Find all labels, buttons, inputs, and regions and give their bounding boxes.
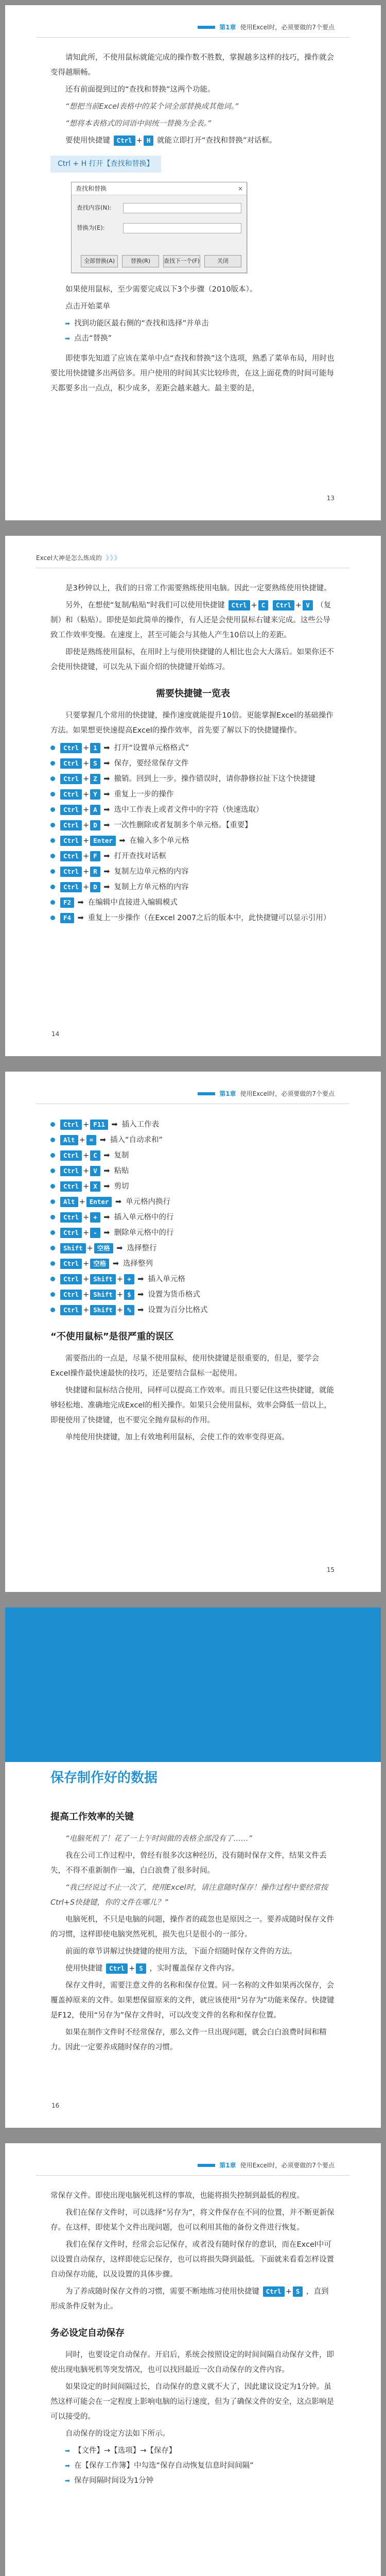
key: Ctrl [60, 1259, 82, 1269]
shortcut-desc: 插入单元格 [148, 1275, 185, 1283]
shortcut-desc: 打开查找对话框 [114, 852, 167, 860]
dialog-row-replace [77, 221, 241, 235]
paragraph: 还有前面提到过的“查找和替换”这两个功能。 [65, 86, 215, 94]
list-item [50, 864, 336, 879]
page-number: 15 [326, 1566, 335, 1573]
list-item [50, 1302, 336, 1318]
key: $ [124, 1290, 134, 1300]
page-body [50, 581, 336, 931]
chapter-title: 使用Excel时，必须要做的7个要点 [240, 24, 335, 31]
text-span: 另外，在想使“复制/粘贴”时我们可以使用快捷键 [65, 601, 225, 609]
replace-button[interactable]: 替换(R) [122, 255, 159, 267]
shortcut-desc: 重复上一步操作（在Excel 2007之后的版本中，此快捷键可以显示引用） [87, 914, 331, 922]
shortcut-desc: 单元格内换行 [126, 1198, 171, 1206]
chapter-number: 第1章 [219, 24, 236, 31]
section-heading: 提高工作效率的关键 [50, 1811, 134, 1822]
key-combo: Alt + Enter ➡ [59, 1194, 121, 1210]
key: Ctrl [60, 743, 82, 753]
key-combo: Ctrl + V ➡ [59, 1163, 110, 1179]
key-combo: Ctrl + X ➡ [59, 1179, 110, 1194]
bullet-icon [50, 761, 55, 766]
paragraph: 我们在保存文件时，经常会忘记保存，或者没有随时保存的意识，而在Excel中可以设置自动保存，这样即使忘记保存，也可以将损失降到最低。下面就来看看怎样设置自动保存功能，以及设置的具体步骤。 [50, 2241, 334, 2279]
running-header [198, 2161, 335, 2170]
key-v: V [303, 600, 313, 611]
quote-line: “想把当前Excel表格中的某个词全部替换成其他词。” [65, 103, 239, 111]
close-button[interactable]: 关闭 [204, 255, 241, 267]
quote-line: “我已经说过不止一次了，使用Excel时，请注意随时保存！操作过程中要经常按Ctrl+S快捷键，你的文件在哪儿？” [50, 1884, 328, 1907]
bullet-icon [50, 869, 55, 874]
paragraph: 即使是熟练使用鼠标，在用时上与使用快捷键的人相比也会大大落后。如果你还不会使用快捷键，可以先从下面介绍的快捷键开始练习。 [50, 648, 334, 671]
bullet-icon [50, 1199, 55, 1204]
key: D [90, 882, 100, 892]
banner-title: 保存制作好的数据 [50, 1770, 158, 1786]
key-combo: Ctrl + Z ➡ [59, 771, 110, 787]
key: Ctrl [60, 1166, 82, 1176]
list-item [65, 2444, 336, 2459]
list-item [50, 910, 336, 926]
key-combo: Ctrl + + ➡ [59, 1210, 110, 1225]
dialog-row-find [77, 200, 241, 215]
list-item [65, 331, 336, 346]
key: F [90, 851, 100, 861]
key: Y [90, 789, 100, 800]
section-heading: 需要快捷键一览表 [156, 688, 230, 699]
page-body [50, 50, 336, 398]
key: Ctrl [60, 1290, 82, 1300]
shortcut-desc: 一次性删除或者复制多个单元格。【重要】 [114, 821, 252, 829]
text-span: ，直到形成条件反射为止。 [50, 2287, 329, 2311]
key-h: H [144, 135, 154, 146]
paragraph: 需要指出的一点是，尽量不使用鼠标，使用快捷键是很重要的，但是，要学会Excel操作最快速最快的技巧，还是要结合鼠标一起使用。 [50, 1354, 319, 1378]
key-combo: F4 ➡ [59, 910, 84, 926]
list-item [50, 1132, 336, 1148]
paragraph: 请知此所，不使用鼠标就能完成的操作数不胜数，掌握越多这样的技巧，操作就会变得越顺畅。 [50, 54, 334, 77]
key: Ctrl [60, 1181, 82, 1192]
page-body [50, 1117, 336, 1447]
key: Ctrl [60, 1228, 82, 1238]
key: Alt [60, 1135, 78, 1145]
key: F2 [60, 897, 74, 908]
key: Z [90, 774, 100, 784]
list-item [50, 787, 336, 802]
bullet-icon [50, 1277, 55, 1281]
paragraph: 保存文件时，需要注意文件的名称和保存位置。同一名称的文件如果再次保存，会覆盖掉原来的文件。如果想保留原来的文件，就应该使用“另存为”功能来保存。快捷键是F12，使用“另存为”保存文件时，可以改变文件的名称和保存位置。 [50, 1981, 335, 2020]
key-combo: Ctrl + Enter ➡ [59, 833, 126, 849]
replace-label: 替换为(E): [77, 224, 105, 231]
list-item [50, 1256, 336, 1272]
bullet-icon [50, 776, 55, 781]
list-item [50, 802, 336, 818]
page-body [50, 1798, 336, 2057]
page-body [50, 2189, 336, 2494]
bullet-icon [50, 1308, 55, 1312]
text-span: 就能立即打开“查找和替换”对话框。 [157, 137, 277, 145]
paragraph: 前面的章节讲解过快捷键的使用方法，下面介绍随时保存文件的方法。 [65, 1947, 297, 1956]
header-bar-decoration [198, 2164, 215, 2167]
key: Ctrl [60, 836, 82, 846]
bullet-icon [50, 792, 55, 796]
shortcut-list [50, 1117, 336, 1318]
page-16 [5, 1607, 381, 2128]
key-combo: Ctrl + Shift + % ➡ [59, 1302, 144, 1318]
key: Ctrl [60, 820, 82, 831]
find-next-button[interactable]: 查找下一个(F) [163, 255, 200, 267]
section-heading: “不使用鼠标”是很严重的误区 [50, 1331, 174, 1342]
key: 空格 [90, 1259, 109, 1269]
key-combo: Ctrl + F11 ➡ [59, 1117, 118, 1132]
paragraph: 常保存文件。即使出现电脑死机这样的事故，也能将损失控制到最低的程度。 [50, 2192, 304, 2200]
bullet-icon [50, 1138, 55, 1142]
key: Ctrl [60, 1150, 82, 1161]
key-combo: Ctrl + Shift + $ ➡ [59, 1287, 144, 1302]
list-item [65, 2473, 336, 2488]
list-item [50, 895, 336, 910]
key: C [90, 1150, 100, 1161]
key-combo: Ctrl + Y ➡ [59, 787, 110, 802]
key: A [90, 805, 100, 815]
list-item [50, 1163, 336, 1179]
bullet-icon [50, 1230, 55, 1235]
list-item [50, 740, 336, 756]
key: Ctrl [60, 774, 82, 784]
key: = [86, 1135, 97, 1145]
close-icon[interactable]: × [237, 185, 243, 192]
header-rule [36, 37, 350, 38]
chapter-title: 使用Excel时，必须要做的7个要点 [240, 1090, 335, 1097]
key: + [90, 1212, 100, 1223]
key-ctrl: Ctrl [229, 600, 250, 611]
key-combo: Ctrl + R ➡ [59, 864, 110, 879]
bullet-icon [50, 1122, 55, 1127]
bullet-icon [50, 838, 55, 843]
step-text: 【文件】→【选项】→【保存】 [74, 2447, 177, 2455]
shortcut-desc: 撤销。回到上一步。操作错误时，请你静修拉扯下这个快捷键 [114, 775, 316, 783]
header-bar-decoration [198, 26, 215, 29]
key: Ctrl [60, 1120, 82, 1130]
bullet-icon [50, 854, 55, 858]
list-item [50, 1210, 336, 1225]
steps-intro: 点击开始菜单 [65, 302, 110, 311]
bullet-icon [50, 807, 55, 812]
key-combo: Ctrl + C ➡ [59, 1148, 110, 1163]
shortcut-desc: 设置为百分比格式 [148, 1306, 208, 1314]
page-14 [5, 536, 381, 1056]
dialog-buttons [81, 255, 241, 267]
step-text: 在【保存工作簿】中勾选“保存自动恢复信息时间间隔” [74, 2462, 254, 2470]
key: Shift [90, 1290, 116, 1300]
key: V [90, 1166, 100, 1176]
paragraph: 如果在制作文件时不经常保存，那么文件一旦出现问题，就会白白浪费时间和精力。因此一定要养成随时保存的习惯。 [50, 2028, 327, 2052]
key-combo: Ctrl + 1 ➡ [59, 740, 110, 756]
key: Ctrl [60, 1274, 82, 1284]
shortcut-desc: 插入“自动求和” [110, 1136, 163, 1144]
page-17 [5, 2143, 381, 2576]
key-combo: Ctrl + D ➡ [59, 818, 110, 833]
key-combo: Ctrl + - ➡ [59, 1225, 110, 1241]
paragraph: 如果使用鼠标，至少需要完成以下3个步骤（2010版本）。 [65, 285, 257, 294]
list-item [50, 1148, 336, 1163]
shortcut-desc: 复制上方单元格的内容 [114, 883, 189, 891]
key: D [90, 820, 100, 831]
paragraph: 使用快捷键 Ctrl + S ，实时覆盖保存文件内容。 [65, 1964, 239, 1973]
chapter-number: 第1章 [219, 1090, 236, 1097]
list-item [50, 879, 336, 895]
arrow-right-icon: ➡ [65, 320, 71, 327]
header-rule [36, 2175, 350, 2176]
shortcut-desc: 剪切 [114, 1182, 129, 1191]
paragraph: 即使事先知道了应该在菜单中点“查找和替换”这个选项，熟悉了菜单布局，用时也要比用快捷键多出两倍多。用户使用的时间其实比较珍贵，在这上面花费的时间可能每天都要多出一点点，积少成多，差距会越来越大。最主要的是， [50, 354, 335, 393]
bullet-icon [50, 1168, 55, 1173]
key: X [90, 1181, 100, 1192]
paragraph: 另外，在想使“复制/粘贴”时我们可以使用快捷键 Ctrl + C Ctrl + V （复制）和（粘贴）。即使是如此简单的操作，有人还是会使用鼠标右键来完成。这些公导致工作效率变慢。在速度上，甚至可能会与其他人产生10倍以上的差距。 [50, 601, 331, 639]
list-item [50, 771, 336, 787]
list-item [50, 1179, 336, 1194]
key-combo: Ctrl + D ➡ [59, 879, 110, 895]
key: F4 [60, 913, 74, 923]
key-combo: Ctrl + S ➡ [59, 756, 110, 771]
key: Shift [90, 1274, 116, 1284]
list-item [65, 2459, 336, 2473]
chevrons-icon: 》》》 [106, 554, 121, 562]
replace-input[interactable] [123, 223, 241, 233]
key-combo: Ctrl + A ➡ [59, 802, 110, 818]
key-s: S [293, 2286, 303, 2297]
key: Ctrl [60, 758, 82, 769]
bullet-icon [50, 1153, 55, 1158]
bullet-icon [50, 745, 55, 750]
list-item [50, 818, 336, 833]
find-label: 查找内容(N): [77, 204, 112, 211]
key-ctrl: Ctrl [114, 135, 135, 146]
list-item [50, 849, 336, 864]
key: S [90, 758, 100, 769]
chapter-number: 第1章 [219, 2162, 236, 2169]
key: Ctrl [60, 1305, 82, 1315]
key: R [90, 867, 100, 877]
key: Enter [90, 836, 116, 846]
bullet-icon [50, 823, 55, 827]
text-span: （复制）和（粘贴）。即使是如此简单的操作，有人还是会使用鼠标右键来完成。这些公导致工作效率变慢。在速度上，甚至可能会与其他人产生10倍以上的差距。 [50, 601, 331, 639]
shortcut-list [50, 740, 336, 926]
bullet-icon [50, 916, 55, 920]
key: Ctrl [60, 789, 82, 800]
key: F11 [90, 1120, 108, 1130]
page-number: 14 [51, 1030, 60, 1038]
paragraph: 电脑死机，不只是电脑的问题，操作者的疏忽也是原因之一。要养成随时保存文件的习惯，这样即使电脑突然死机，损失也只是很小的一部分。 [50, 1916, 334, 1939]
key: 空格 [94, 1243, 113, 1253]
header-bar-decoration [198, 1092, 215, 1095]
find-input[interactable] [123, 203, 241, 213]
key-combo: Alt + = ➡ [59, 1132, 106, 1148]
step-text: 保存间隔时间设为1分钟 [74, 2477, 154, 2485]
shortcut-desc: 在编辑中直接进入编辑模式 [87, 899, 178, 907]
chapter-title: 使用Excel时，必须要做的7个要点 [240, 2162, 335, 2169]
page-13 [5, 5, 381, 520]
key-combo: Ctrl + Shift + + ➡ [59, 1272, 144, 1287]
paragraph: 如果设定的时间间隔过长，自动保存的意义就不大了，因此建议设定为1分钟。虽然这样可能会在一定程度上影响电脑的运行速度，但为了确保文件的安全，这点影响是可以接受的。 [50, 2383, 334, 2421]
shortcut-desc: 选中工作表上或者文件中的字符（快速选取） [114, 806, 264, 814]
paragraph: 单纯使用快捷键，加上有效地利用鼠标，会使工作的效率变得更高。 [65, 1433, 289, 1442]
page-15 [5, 1072, 381, 1592]
key: Ctrl [60, 867, 82, 877]
shortcut-desc: 选择整列 [123, 1260, 153, 1268]
arrow-right-icon: ➡ [65, 2462, 71, 2469]
paragraph: 是3秒钟以上，我们的日常工作需要熟练使用电脑。因此一定要熟练使用快捷键。 [65, 584, 331, 592]
bullet-icon [50, 900, 55, 905]
arrow-right-icon: ➡ [65, 2447, 71, 2454]
running-header [36, 553, 121, 562]
key-ctrl: Ctrl [263, 2286, 285, 2297]
arrow-right-icon: ➡ [65, 2477, 71, 2484]
book-title: Excel大神是怎么炼成的 [36, 554, 102, 562]
shortcut-desc: 保存，要经常保存文件 [114, 759, 189, 768]
running-header [198, 23, 335, 31]
key: - [90, 1228, 100, 1238]
list-item [50, 1241, 336, 1256]
list-item [50, 833, 336, 849]
bullet-icon [50, 1246, 55, 1250]
bullet-icon [50, 1184, 55, 1189]
paragraph: 要使用快捷键 Ctrl + H 就能立即打开“查找和替换”对话框。 [65, 137, 277, 145]
page-number: 16 [51, 2102, 60, 2109]
key: % [124, 1305, 134, 1315]
find-replace-dialog [71, 182, 247, 273]
text-span: 使用快捷键 [65, 1964, 103, 1973]
shortcut-desc: 插入工作表 [121, 1121, 160, 1129]
key: Ctrl [60, 805, 82, 815]
key-combo: Ctrl + 空格 ➡ [59, 1256, 119, 1272]
key-s: S [136, 1963, 146, 1974]
key: Ctrl [60, 851, 82, 861]
key-combo: F2 ➡ [59, 895, 84, 910]
running-header [198, 1089, 335, 1098]
paragraph: 只要掌握几个常用的快捷键，操作速度就能提升10倍。更能掌握Excel的基础操作方法。如果想更快速提高Excel的操作效率，首先要了解以下的快捷键操作。 [50, 711, 334, 735]
chapter-banner [5, 1607, 381, 1762]
shortcut-desc: 打开“设置单元格格式” [114, 744, 189, 752]
paragraph: 快捷键和鼠标结合使用，同样可以提高工作效率。而且只要记住这些快捷键，就能够轻松地、准确地完成Excel的相关操作。如果只会使用鼠标，效率会降低一倍以上，即便使用了快捷键，也不要完全抛弃鼠标的作用。 [50, 1386, 334, 1425]
key-ctrl: Ctrl [58, 160, 71, 168]
key: + [124, 1274, 134, 1284]
step-text: 找到功能区最右侧的“查找和选择”并单击 [74, 319, 209, 328]
bullet-icon [50, 1215, 55, 1219]
arrow-right-icon: ➡ [65, 335, 71, 342]
section-heading: 务必设定自动保存 [50, 2328, 125, 2338]
quote-line: “电脑死机了！花了一上午时间做的表格全部没有了……” [65, 1835, 253, 1843]
step-list [50, 2444, 336, 2488]
key-ctrl: Ctrl [106, 1963, 128, 1974]
quote-line: “想将本表格式的词语中间统一替换为全表。” [65, 120, 212, 128]
key: Ctrl [60, 1212, 82, 1223]
key: Enter [86, 1197, 112, 1207]
shortcut-desc: 设置为货币格式 [148, 1291, 200, 1299]
shortcut-desc: 重复上一步的操作 [114, 790, 174, 799]
step-text: 点击“替换” [74, 334, 112, 343]
key-c: C [258, 600, 269, 611]
shortcut-desc: 在输入多个单元格 [129, 837, 189, 845]
list-item [50, 756, 336, 771]
shortcut-desc: 复制左边单元格的内容 [114, 868, 189, 876]
key: Shift [60, 1243, 86, 1253]
list-item [50, 1194, 336, 1210]
paragraph: 我在公司工作过程中，曾经有很多次这种经历，没有随时保存文件，结果文件丢失，不得不重新制作一遍，白白浪费了很多时间。 [50, 1852, 327, 1875]
shortcut-desc: 插入单元格中的行 [114, 1213, 174, 1222]
paragraph: 为了养成随时保存文件的习惯，需要不断地练习使用快捷键 Ctrl + S ，直到形成条件反射为止。 [50, 2287, 329, 2311]
paragraph: 我们在保存文件时，可以选择“另存为”，将文件保存在不同的位置，并不断更新保存。在这样，即使某个文件出现问题，也可以利用其他的备份文件进行恢复。 [50, 2209, 335, 2232]
paragraph: 同时，也要设定自动保存。开启后，系统会按照设定的时间间隔自动保存文件，即使出现电脑死机等突发情况，也可以找回最近一次自动保存的文件内容。 [50, 2351, 334, 2374]
replace-all-button[interactable]: 全部替换(A) [81, 255, 118, 267]
list-item [50, 1117, 336, 1132]
shortcut-box-title: Ctrl + H 打开【查找和替换】 [50, 156, 161, 173]
box-title-text: 打开【查找和替换】 [89, 160, 154, 168]
shortcut-desc: 删除单元格中的行 [114, 1229, 174, 1237]
bullet-icon [50, 1261, 55, 1266]
shortcut-desc: 粘贴 [114, 1167, 129, 1175]
key-h: H [81, 160, 87, 168]
text-span: ，实时覆盖保存文件内容。 [149, 1964, 239, 1973]
key: Shift [90, 1305, 116, 1315]
shortcut-desc: 选择整行 [127, 1244, 157, 1252]
key: 1 [90, 743, 100, 753]
text-span: 要使用快捷键 [65, 137, 110, 145]
list-item [50, 1287, 336, 1302]
step-list [50, 316, 336, 346]
list-item [50, 1272, 336, 1287]
list-item [65, 316, 336, 331]
key: Alt [60, 1197, 78, 1207]
text-span: 为了养成随时保存文件的习惯，需要不断地练习使用快捷键 [65, 2287, 259, 2296]
dialog-title: 查找和替换 [76, 185, 107, 192]
key-combo: Shift + 空格 ➡ [59, 1241, 123, 1256]
shortcut-desc: 复制 [114, 1151, 129, 1160]
dialog-titlebar [72, 182, 247, 195]
bullet-icon [50, 1292, 55, 1297]
list-item [50, 1225, 336, 1241]
key: Ctrl [60, 882, 82, 892]
paragraph: 自动保存的设定方法如下所示。 [65, 2430, 170, 2438]
key-ctrl: Ctrl [273, 600, 294, 611]
bullet-icon [50, 885, 55, 889]
page-number: 13 [326, 495, 335, 502]
key-combo: Ctrl + F ➡ [59, 849, 110, 864]
